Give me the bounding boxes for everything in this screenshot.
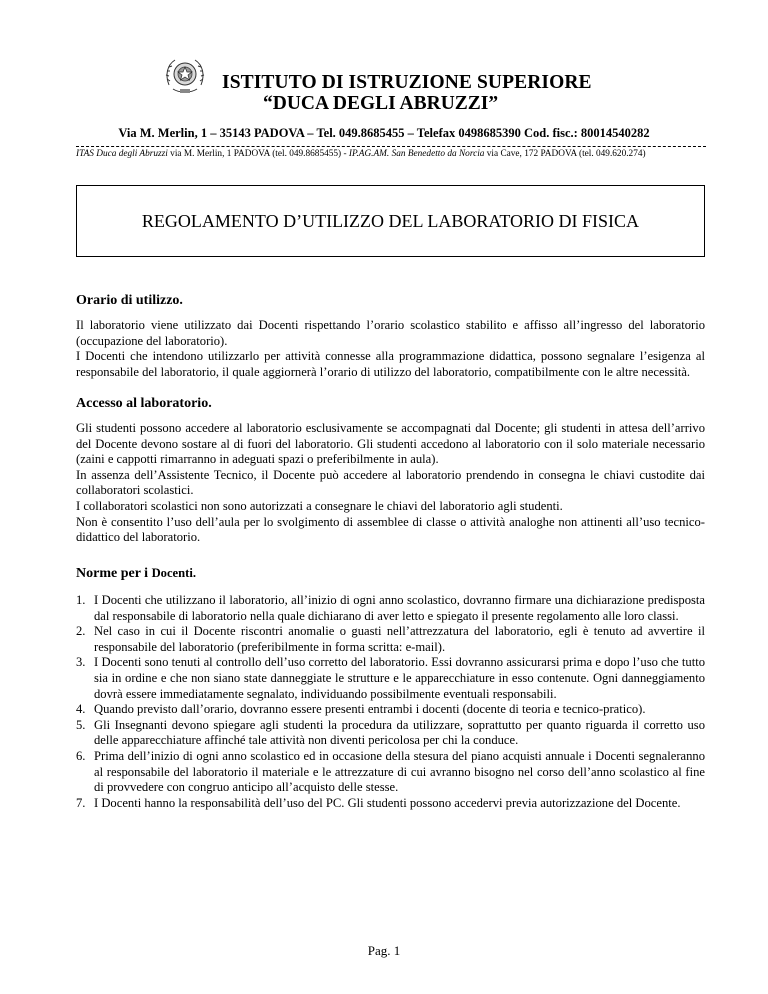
branch-addresses	[76, 149, 716, 159]
header-divider	[76, 146, 706, 147]
accesso-paragraph-2: In assenza dell’Assistente Tecnico, il Docente può accedere al laboratorio prendendo in consegna le chiavi custodite dai collaboratori scolastici.	[76, 467, 705, 498]
accesso-paragraph-4: Non è consentito l’uso dell’aula per lo svolgimento di assemblee di classe o attività analoghe non attinenti all’uso tecnico-didattico del laboratorio.	[76, 514, 705, 545]
branch1-address: via M. Merlin, 1 PADOVA (tel. 049.8685455) -	[167, 149, 349, 159]
list-item	[76, 749, 705, 796]
list-item-text: I Docenti hanno la responsabilità dell’uso del PC. Gli studenti possono accedervi previa autorizzazione del Docente.	[94, 795, 681, 810]
list-item-number: 2.	[76, 624, 86, 639]
list-item-text: I Docenti che utilizzano il laboratorio, all’inizio di ogni anno scolastico, dovranno firmare una dichiarazione predisposta dal responsabile di laboratorio nella quale dichiarano di aver letto e spiegato il presente regolamento alle loro classi.	[94, 593, 705, 623]
list-item	[76, 624, 705, 655]
heading-accesso: Accesso al laboratorio.	[76, 396, 212, 411]
list-item	[76, 655, 705, 702]
list-item-text: Quando previsto dall’orario, dovranno essere presenti entrambi i docenti (docente di teoria e tecnico-pratico).	[94, 702, 646, 717]
orario-paragraph-2: I Docenti che intendono utilizzarlo per attività connesse alla programmazione didattica, possono segnalare l’esigenza al responsabile del laboratorio, il quale aggiornerà l’orario di utilizzo del laboratorio, compatibilmente con le altre necessità.	[76, 349, 705, 379]
accesso-paragraph-3: I collaboratori scolastici non sono autorizzati a consegnare le chiavi del laboratorio agli studenti.	[76, 498, 563, 513]
list-item	[76, 702, 705, 718]
section-accesso	[76, 421, 705, 546]
accesso-paragraph-1: Gli studenti possono accedere al laboratorio esclusivamente se accompagnati dal Docente; gli studenti in attesa dell’arrivo del Docente devono sostare al di fuori del laboratorio. Gli studenti accedono al laboratorio con il solo materiale necessario (zaini e cappotti rimarranno in adeguati spazi o preferibilmente in aula).	[76, 421, 705, 467]
heading-norme-part-b: Docenti.	[151, 566, 196, 580]
document-title: REGOLAMENTO D’UTILIZZO DEL LABORATORIO DI FISICA	[76, 185, 705, 257]
branch2-name: IP.AG.AM. San Benedetto da Norcia	[348, 149, 485, 159]
list-item-text: Gli Insegnanti devono spiegare agli studenti la procedura da utilizzare, soprattutto per quanto riguarda il corretto uso delle apparecchiature affinché tale attività non diventi pericolosa per chi la conduce.	[94, 717, 705, 748]
list-item-number: 4.	[76, 702, 86, 717]
list-item-text: Prima dell’inizio di ogni anno scolastico ed in occasione della stesura del piano acquisti annuale i Docenti segnaleranno al responsabile del laboratorio il materiale e le attrezzature di cui avranno bisogno nel corso dell’anno scolastico al fine di provvedere con congruo anticipo all’acquisto delle stesse.	[94, 748, 705, 795]
list-item	[76, 796, 705, 812]
branch2-address: via Cave, 172 PADOVA (tel. 049.620.274)	[484, 149, 646, 159]
norms-list	[76, 593, 705, 811]
list-item	[76, 718, 705, 749]
heading-orario: Orario di utilizzo.	[76, 293, 183, 308]
list-item-number: 1.	[76, 593, 86, 607]
list-item-text: I Docenti sono tenuti al controllo dell’uso corretto del laboratorio. Essi dovranno assicurarsi prima e dopo l’uso che tutto sia in ordine e che non siano state danneggiate le strutture e le apparecchiature in esso contenute. Ogni danneggiamento dovrà essere immediatamente segnalato, individuando possibilmente eventuali responsabili.	[94, 655, 705, 701]
heading-norme-part-a: Norme per i	[76, 566, 152, 581]
republic-emblem-icon	[163, 55, 207, 95]
section-orario	[76, 318, 705, 380]
heading-norme	[76, 566, 196, 582]
institute-address: Via M. Merlin, 1 – 35143 PADOVA – Tel. 049.8685455 – Telefax 0498685390 Cod. fisc.: 80014540282	[118, 126, 650, 140]
institute-subname: “DUCA DEGLI ABRUZZI”	[263, 93, 499, 114]
orario-paragraph-1: Il laboratorio viene utilizzato dai Docenti rispettando l’orario scolastico stabilito e affisso all’ingresso del laboratorio (occupazione del laboratorio).	[76, 318, 705, 348]
page-number: Pag. 1	[367, 943, 401, 958]
list-item-number: 3.	[76, 655, 86, 670]
list-item	[76, 593, 705, 624]
list-item-number: 6.	[76, 748, 86, 763]
list-item-text: Nel caso in cui il Docente riscontri anomalie o guasti nell’attrezzatura del laboratorio, egli è tenuto ad avvertire il responsabile del laboratorio (preferibilmente in forma scritta: e-mail).	[94, 624, 705, 654]
institute-name: ISTITUTO DI ISTRUZIONE SUPERIORE	[222, 72, 592, 93]
branch1-name: ITAS Duca degli Abruzzi	[76, 149, 168, 159]
list-item-number: 7.	[76, 795, 86, 810]
list-item-number: 5.	[76, 717, 86, 732]
